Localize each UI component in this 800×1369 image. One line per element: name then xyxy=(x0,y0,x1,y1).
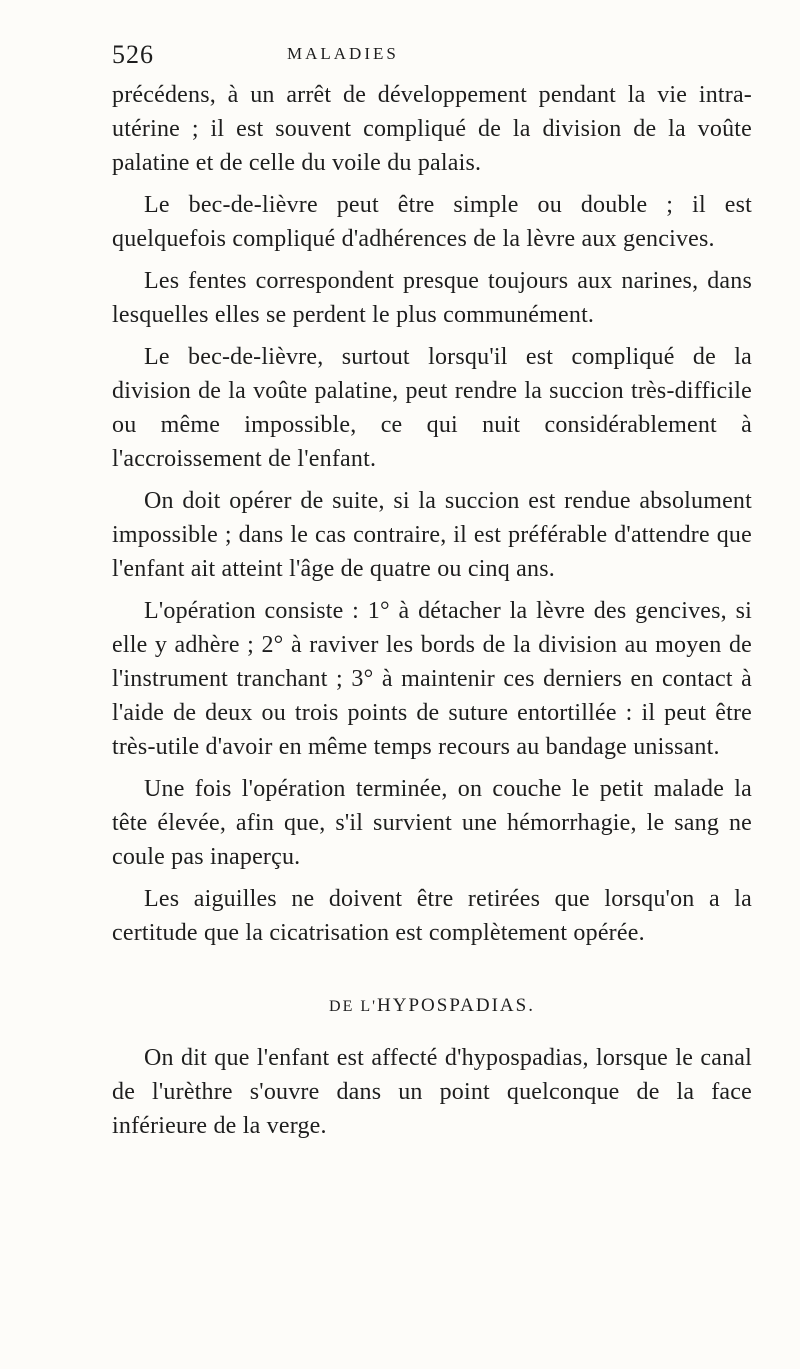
running-head xyxy=(112,40,752,80)
body-text xyxy=(112,78,752,1151)
paragraph-hypospadias-definition: On dit que l'enfant est affecté d'hypospadias, lorsque le canal de l'urèthre s'ouvre dans un point quelconque de la face inférieure de la verge. xyxy=(112,1045,752,1139)
page-number: 526 xyxy=(112,40,154,69)
paragraph-apres-operation: Une fois l'opération terminée, on couche le petit malade la tête élevée, afin que, s'il survient une hémorrhagie, le sang ne coule pas inaperçu. xyxy=(112,776,752,870)
paragraph-operation-steps: L'opération consiste : 1° à détacher la lèvre des gencives, si elle y adhère ; 2° à raviver les bords de la division au moyen de l'instrument tranchant ; 3° à maintenir ces derniers en contact à l'aide de deux ou trois points de suture entortillée : il peut être très-utile d'avoir en même temps recours au bandage unissant. xyxy=(112,598,752,760)
section-heading-hypospadias xyxy=(112,994,752,1019)
section-heading-prefix: DE L' xyxy=(329,998,378,1015)
section-heading-term: HYPOSPADIAS. xyxy=(377,995,535,1016)
paragraph-fentes: Les fentes correspondent presque toujours aux narines, dans lesquelles elles se perdent le plus communément. xyxy=(112,268,752,328)
paragraph-bec-de-lievre-types: Le bec-de-lièvre peut être simple ou double ; il est quelquefois compliqué d'adhérences de la lèvre aux gencives. xyxy=(112,192,752,252)
paragraph-continuation: précédens, à un arrêt de développement pendant la vie intra-utérine ; il est souvent compliqué de la division de la voûte palatine et de celle du voile du palais. xyxy=(112,82,752,176)
paragraph-operer: On doit opérer de suite, si la succion est rendue absolument impossible ; dans le cas contraire, il est préférable d'attendre que l'enfant ait atteint l'âge de quatre ou cinq ans. xyxy=(112,488,752,582)
paragraph-succion: Le bec-de-lièvre, surtout lorsqu'il est compliqué de la division de la voûte palatine, peut rendre la succion très-difficile ou même impossible, ce qui nuit considérablement à l'accroissement de l'enfant. xyxy=(112,344,752,472)
paragraph-aiguilles: Les aiguilles ne doivent être retirées que lorsqu'on a la certitude que la cicatrisation est complètement opérée. xyxy=(112,886,752,946)
running-title: MALADIES xyxy=(287,44,399,63)
